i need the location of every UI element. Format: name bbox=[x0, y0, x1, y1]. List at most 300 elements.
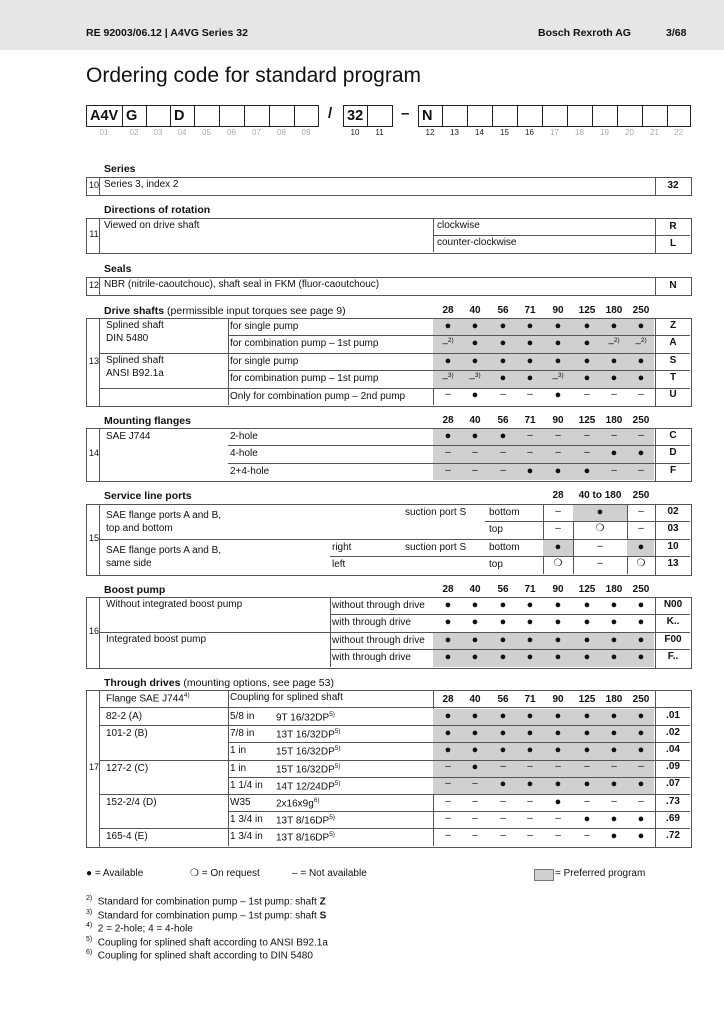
availability-mark: ● bbox=[583, 633, 591, 646]
footnote: $^{5)}$ Coupling for splined shaft according to ANSI B92.1a bbox=[86, 935, 328, 949]
availability-mark: ● bbox=[444, 709, 452, 722]
company-name: Bosch Rexroth AG bbox=[538, 27, 631, 39]
availability-mark: ● bbox=[610, 709, 618, 722]
availability-mark: ● bbox=[637, 778, 645, 791]
code-position-number: 14 bbox=[475, 128, 484, 137]
code-cell bbox=[220, 106, 245, 126]
availability-mark: ● bbox=[554, 337, 562, 350]
size-column-header: 90 bbox=[552, 584, 564, 595]
availability-mark: – bbox=[500, 812, 506, 824]
availability-mark: – bbox=[500, 761, 506, 773]
availability-mark: – bbox=[500, 464, 506, 476]
option-code: A bbox=[669, 337, 677, 349]
code-position-number: 08 bbox=[277, 128, 286, 137]
divider bbox=[655, 429, 656, 481]
availability-mark: ● bbox=[583, 650, 591, 663]
size-column-header: 250 bbox=[632, 415, 650, 426]
size-column-header: 250 bbox=[632, 584, 650, 595]
code-cell bbox=[147, 106, 171, 126]
shaft-standard: DIN 5480 bbox=[106, 333, 149, 344]
code-cell bbox=[295, 106, 319, 126]
flange-option-label: 4-hole bbox=[230, 448, 258, 460]
divider bbox=[655, 178, 656, 195]
code-position-number: 16 bbox=[525, 128, 534, 137]
availability-mark: ● bbox=[444, 744, 452, 756]
availability-mark: – bbox=[584, 830, 590, 841]
rotation-desc: Viewed on drive shaft bbox=[104, 220, 200, 231]
availability-mark: – bbox=[445, 830, 451, 841]
availability-mark: – bbox=[472, 778, 478, 790]
availability-mark: ● bbox=[610, 726, 618, 739]
option-code: F bbox=[669, 464, 677, 476]
row-number: 14 bbox=[88, 448, 99, 458]
port-column-header: 40 to 180 bbox=[578, 490, 622, 501]
availability-mark: – bbox=[445, 812, 451, 824]
page-header bbox=[0, 0, 724, 50]
size-column-header: 28 bbox=[442, 415, 454, 426]
availability-mark: ● bbox=[637, 354, 645, 367]
size-column-header: 28 bbox=[442, 584, 454, 595]
size-column-header: 125 bbox=[578, 305, 596, 316]
port-arrangement: SAE flange ports A and B, bbox=[106, 510, 222, 521]
size-column-header: 40 bbox=[469, 584, 481, 595]
availability-mark: ● bbox=[583, 778, 591, 791]
availability-mark: ● bbox=[583, 354, 591, 367]
availability-mark: ● bbox=[526, 371, 534, 384]
availability-mark: ● bbox=[583, 337, 591, 350]
shaft-type: Splined shaft bbox=[106, 320, 164, 331]
availability-mark: ● bbox=[637, 616, 645, 629]
availability-mark: ● bbox=[583, 371, 591, 384]
size-column-header: 28 bbox=[442, 694, 454, 705]
availability-mark: – bbox=[445, 795, 451, 807]
availability-mark: –$^{2)}$ bbox=[635, 337, 647, 350]
availability-mark: – bbox=[445, 778, 451, 790]
size-column-header: 28 bbox=[442, 305, 454, 316]
row-number: 13 bbox=[88, 355, 99, 366]
section-heading: Series bbox=[104, 163, 136, 175]
page-title: Ordering code for standard program bbox=[86, 64, 422, 87]
availability-mark: – bbox=[638, 761, 644, 773]
flange-option-label: 2+4-hole bbox=[230, 465, 270, 477]
legend-not-available: – = Not available bbox=[292, 868, 367, 879]
availability-mark: ● bbox=[499, 429, 507, 442]
availability-mark: – bbox=[597, 540, 603, 552]
option-code: 02 bbox=[667, 505, 679, 517]
code-cell bbox=[543, 106, 568, 126]
availability-mark: ● bbox=[554, 540, 562, 553]
availability-mark: ● bbox=[471, 616, 479, 629]
size-column-header: 90 bbox=[552, 305, 564, 316]
footnote: $^{3)}$ Standard for combination pump – 1st pump: shaft S bbox=[86, 908, 327, 921]
size-column-header: 71 bbox=[524, 694, 536, 705]
option-code: 03 bbox=[667, 523, 679, 535]
availability-mark: ● bbox=[610, 744, 618, 756]
port-column-header: 250 bbox=[632, 490, 650, 501]
option-code: T bbox=[669, 371, 677, 383]
option-code: 10 bbox=[667, 540, 679, 552]
port-position: bottom bbox=[489, 507, 520, 518]
boost-through-drive-label: without through drive bbox=[332, 634, 425, 646]
row-number: 11 bbox=[89, 229, 99, 239]
availability-mark: – bbox=[527, 830, 533, 841]
boost-through-drive-label: with through drive bbox=[332, 617, 411, 629]
through-drive-flange: 127-2 (C) bbox=[106, 762, 149, 774]
availability-mark: – bbox=[597, 557, 603, 569]
size-column-header: 56 bbox=[497, 305, 509, 316]
size-column-header: 180 bbox=[605, 694, 623, 705]
coupling-size: 1 3/4 in bbox=[230, 814, 263, 826]
footnote: $^{6)}$ Coupling for splined shaft according to DIN 5480 bbox=[86, 949, 313, 962]
availability-mark: ❍ bbox=[636, 557, 646, 569]
availability-mark: ● bbox=[526, 709, 534, 722]
size-column-header: 40 bbox=[469, 415, 481, 426]
availability-mark: ● bbox=[499, 744, 507, 756]
availability-mark: ● bbox=[637, 371, 645, 384]
doc-reference: RE 92003/06.12 | A4VG Series 32 bbox=[86, 27, 248, 39]
availability-mark: ● bbox=[554, 616, 562, 629]
boost-through-drive-label: with through drive bbox=[332, 652, 411, 664]
code-box-options bbox=[418, 105, 691, 127]
availability-mark: – bbox=[638, 523, 644, 535]
code-cell bbox=[568, 106, 593, 126]
availability-mark: ● bbox=[554, 464, 562, 477]
availability-mark: ● bbox=[444, 354, 452, 367]
suction-port-label: suction port S bbox=[405, 507, 467, 518]
divider bbox=[655, 505, 656, 575]
availability-mark: ● bbox=[526, 744, 534, 756]
coupling-spline: 9T 16/32DP$^{5)}$ bbox=[276, 711, 335, 724]
row-divider bbox=[100, 794, 690, 795]
legend-available: ● = Available bbox=[86, 868, 144, 879]
availability-mark: ● bbox=[554, 633, 562, 646]
port-position: bottom bbox=[489, 541, 520, 553]
availability-mark: – bbox=[445, 447, 451, 459]
availability-mark: – bbox=[611, 795, 617, 807]
code-slash: / bbox=[328, 105, 333, 122]
port-arrangement-detail: top and bottom bbox=[106, 523, 173, 534]
option-code: S bbox=[669, 354, 677, 366]
coupling-size: 7/8 in bbox=[230, 728, 255, 740]
availability-mark: ● bbox=[554, 795, 562, 808]
availability-mark: – bbox=[527, 812, 533, 824]
availability-mark: – bbox=[527, 761, 533, 773]
code-cell bbox=[468, 106, 493, 126]
availability-mark: ● bbox=[637, 540, 645, 553]
availability-mark: ● bbox=[471, 744, 479, 756]
availability-mark: ● bbox=[499, 709, 507, 722]
code-dash: – bbox=[401, 105, 410, 122]
availability-mark: ● bbox=[526, 598, 534, 611]
code-cell bbox=[195, 106, 220, 126]
size-column-header: 125 bbox=[578, 415, 596, 426]
row-divider bbox=[100, 707, 690, 708]
code-box-main bbox=[86, 105, 319, 127]
option-code: U bbox=[669, 389, 677, 401]
availability-mark: – bbox=[584, 795, 590, 807]
availability-mark: ● bbox=[610, 778, 618, 791]
availability-mark: – bbox=[555, 830, 561, 841]
availability-mark: ● bbox=[583, 726, 591, 739]
through-drive-flange: 165-4 (E) bbox=[106, 831, 148, 843]
availability-mark: –$^{3)}$ bbox=[469, 371, 481, 385]
code-position-number: 06 bbox=[227, 128, 236, 137]
availability-mark: ● bbox=[610, 812, 618, 825]
code-position-number: 04 bbox=[177, 128, 187, 137]
code-cell bbox=[668, 106, 691, 126]
availability-mark: – bbox=[638, 505, 644, 517]
code-position-number: 01 bbox=[99, 128, 109, 137]
availability-mark: ● bbox=[554, 709, 562, 722]
option-code: K.. bbox=[666, 616, 680, 628]
code-cell bbox=[245, 106, 270, 126]
legend-preferred-swatch bbox=[534, 869, 554, 881]
boost-through-drive-label: without through drive bbox=[332, 600, 425, 611]
code-box-series bbox=[343, 105, 393, 127]
code-cell bbox=[643, 106, 668, 126]
size-column-header: 56 bbox=[497, 694, 509, 705]
row-divider bbox=[433, 235, 690, 236]
port-position: top bbox=[489, 524, 503, 536]
size-column-header: 125 bbox=[578, 694, 596, 705]
availability-mark: ● bbox=[444, 726, 452, 739]
availability-mark: ● bbox=[471, 726, 479, 739]
availability-mark: – bbox=[472, 830, 478, 841]
availability-mark: ● bbox=[471, 709, 479, 722]
option-code: .09 bbox=[666, 761, 680, 773]
coupling-column-header: Coupling for splined shaft bbox=[230, 692, 343, 703]
port-side-left: left bbox=[332, 559, 346, 571]
shaft-standard: ANSI B92.1a bbox=[106, 367, 164, 379]
boost-option: Integrated boost pump bbox=[106, 633, 207, 645]
coupling-spline: 15T 16/32DP$^{5)}$ bbox=[276, 762, 341, 775]
availability-mark: ● bbox=[583, 616, 591, 629]
availability-mark: ● bbox=[610, 354, 618, 367]
availability-mark: ● bbox=[499, 616, 507, 629]
coupling-spline: 15T 16/32DP$^{5)}$ bbox=[276, 745, 341, 758]
code-cell: A4V bbox=[87, 106, 123, 126]
shaft-option-label: for combination pump – 1st pump bbox=[230, 338, 379, 350]
option-code: .72 bbox=[666, 830, 680, 841]
coupling-size: 1 1/4 in bbox=[230, 779, 263, 791]
availability-mark: – bbox=[472, 812, 478, 824]
availability-mark: –$^{3)}$ bbox=[552, 371, 564, 385]
row-divider bbox=[100, 828, 690, 829]
page-number: 3/68 bbox=[666, 27, 687, 39]
availability-mark: – bbox=[584, 761, 590, 773]
availability-mark: ● bbox=[526, 726, 534, 739]
code-position-number: 21 bbox=[650, 128, 659, 137]
availability-mark: ● bbox=[583, 812, 591, 825]
coupling-size: 1 3/4 in bbox=[230, 831, 263, 843]
availability-mark: – bbox=[500, 830, 506, 841]
availability-mark: ● bbox=[499, 598, 507, 611]
code-position-number: 18 bbox=[575, 128, 584, 137]
size-column-header: 40 bbox=[469, 305, 481, 316]
seals-text: NBR (nitrile-caoutchouc), shaft seal in FKM (fluor-caoutchouc) bbox=[104, 279, 380, 290]
size-column-header: 71 bbox=[524, 305, 536, 316]
availability-mark: ● bbox=[471, 598, 479, 611]
size-column-header: 180 bbox=[605, 305, 623, 316]
col-divider bbox=[433, 218, 434, 252]
availability-mark: –$^{2)}$ bbox=[608, 337, 620, 350]
availability-mark: – bbox=[611, 429, 617, 441]
availability-mark: ● bbox=[499, 337, 507, 350]
availability-mark: ● bbox=[444, 616, 452, 629]
size-column-header: 250 bbox=[632, 694, 650, 705]
rotation-counter-clockwise: counter-clockwise bbox=[437, 237, 517, 248]
flange-standard: SAE J744 bbox=[106, 431, 151, 442]
availability-mark: ● bbox=[526, 319, 534, 332]
code-position-number: 22 bbox=[674, 128, 683, 137]
availability-mark: –$^{3)}$ bbox=[442, 371, 454, 385]
coupling-spline: 13T 8/16DP$^{5)}$ bbox=[276, 831, 335, 844]
row-number: 10 bbox=[88, 179, 99, 190]
size-column-header: 125 bbox=[578, 584, 596, 595]
port-side-right: right bbox=[332, 541, 352, 553]
option-code: Z bbox=[669, 319, 677, 331]
availability-mark: ● bbox=[526, 778, 534, 791]
availability-mark: – bbox=[584, 389, 590, 401]
availability-mark: ● bbox=[444, 319, 452, 332]
option-code: F00 bbox=[664, 633, 682, 645]
availability-mark: ● bbox=[471, 337, 479, 350]
availability-mark: ● bbox=[471, 319, 479, 332]
availability-mark: ● bbox=[554, 744, 562, 756]
size-column-header: 71 bbox=[524, 584, 536, 595]
code-position-number: 05 bbox=[202, 128, 211, 137]
size-column-header: 56 bbox=[497, 415, 509, 426]
row-number: 15 bbox=[88, 533, 99, 543]
rotation-clockwise: clockwise bbox=[437, 220, 480, 231]
size-column-header: 180 bbox=[605, 415, 623, 426]
section-heading: Directions of rotation bbox=[104, 204, 211, 216]
size-column-header: 250 bbox=[632, 305, 650, 316]
coupling-spline: 13T 8/16DP$^{5)}$ bbox=[276, 814, 335, 827]
availability-mark: – bbox=[445, 761, 451, 773]
availability-mark: ● bbox=[554, 598, 562, 611]
coupling-spline: 13T 16/32DP$^{5)}$ bbox=[276, 728, 341, 741]
option-code: .69 bbox=[666, 812, 680, 824]
code-cell bbox=[593, 106, 618, 126]
section-heading: Drive shafts (permissible input torques see page 9) bbox=[104, 305, 346, 317]
row-divider bbox=[100, 388, 690, 389]
availability-mark: ● bbox=[444, 429, 452, 442]
availability-mark: – bbox=[555, 429, 561, 441]
availability-mark: ● bbox=[610, 830, 618, 842]
availability-mark: – bbox=[584, 447, 590, 459]
availability-mark: ● bbox=[637, 744, 645, 756]
availability-mark: ● bbox=[499, 726, 507, 739]
shaft-option-label: for single pump bbox=[230, 321, 299, 332]
availability-mark: ● bbox=[610, 650, 618, 663]
size-column-header: 40 bbox=[469, 694, 481, 705]
availability-mark: ● bbox=[526, 633, 534, 646]
availability-mark: ● bbox=[526, 354, 534, 367]
availability-mark: ● bbox=[637, 447, 645, 460]
code-cell bbox=[368, 106, 393, 126]
divider bbox=[655, 219, 656, 253]
availability-mark: ● bbox=[526, 616, 534, 629]
availability-mark: – bbox=[638, 464, 644, 476]
divider bbox=[655, 691, 656, 847]
code-position-number: 13 bbox=[450, 128, 459, 137]
availability-mark: – bbox=[638, 795, 644, 807]
section-heading: Through drives (mounting options, see page 53) bbox=[104, 677, 334, 689]
availability-mark: ● bbox=[637, 650, 645, 663]
row-number: 16 bbox=[88, 626, 99, 636]
availability-mark: ● bbox=[610, 447, 618, 460]
flange-column-header: Flange SAE J744$^{4)}$ bbox=[106, 692, 190, 705]
availability-mark: – bbox=[445, 464, 451, 476]
code-cell bbox=[493, 106, 518, 126]
availability-mark: ● bbox=[610, 633, 618, 646]
availability-mark: ● bbox=[637, 633, 645, 646]
availability-mark: ● bbox=[610, 319, 618, 332]
code-cell bbox=[618, 106, 643, 126]
availability-mark: ● bbox=[499, 354, 507, 367]
option-code: L bbox=[669, 237, 677, 249]
availability-mark: – bbox=[527, 447, 533, 459]
size-column-header: 180 bbox=[605, 584, 623, 595]
series-text: Series 3, index 2 bbox=[104, 179, 179, 190]
option-code: .07 bbox=[666, 778, 680, 790]
port-position: top bbox=[489, 559, 503, 571]
availability-mark: – bbox=[500, 389, 506, 401]
code-position-number: 11 bbox=[375, 128, 384, 137]
availability-mark: ● bbox=[554, 778, 562, 791]
through-drive-flange: 82-2 (A) bbox=[106, 711, 143, 722]
availability-mark: ● bbox=[637, 319, 645, 332]
shaft-option-label: for combination pump – 1st pump bbox=[230, 373, 379, 385]
option-code: D bbox=[669, 447, 677, 459]
availability-mark: ● bbox=[499, 371, 507, 384]
coupling-size: W35 bbox=[230, 797, 251, 808]
option-code: .01 bbox=[666, 709, 680, 721]
code-position-number: 02 bbox=[129, 128, 139, 137]
code-position-number: 09 bbox=[301, 128, 311, 137]
availability-mark: – bbox=[472, 795, 478, 807]
section-heading: Mounting flanges bbox=[104, 415, 191, 427]
availability-mark: ● bbox=[471, 761, 479, 774]
availability-mark: ● bbox=[637, 726, 645, 739]
availability-mark: ● bbox=[554, 354, 562, 367]
availability-mark: ● bbox=[637, 830, 645, 842]
row-number: 12 bbox=[88, 279, 99, 290]
col-divider bbox=[228, 690, 229, 846]
availability-mark: ● bbox=[471, 354, 479, 367]
availability-mark: –$^{2)}$ bbox=[442, 337, 454, 350]
availability-mark: – bbox=[527, 795, 533, 807]
availability-mark: – bbox=[555, 761, 561, 773]
availability-mark: ● bbox=[637, 598, 645, 611]
port-arrangement-detail: same side bbox=[106, 557, 152, 569]
availability-mark: ● bbox=[526, 650, 534, 663]
shaft-option-label: Only for combination pump – 2nd pump bbox=[230, 390, 406, 402]
availability-mark: – bbox=[555, 812, 561, 824]
option-code: .04 bbox=[666, 744, 680, 755]
size-column-header: 90 bbox=[552, 694, 564, 705]
coupling-spline: 14T 12/24DP$^{5)}$ bbox=[276, 779, 341, 793]
availability-mark: – bbox=[611, 761, 617, 773]
option-code: R bbox=[669, 220, 677, 232]
divider bbox=[655, 598, 656, 668]
availability-mark: ● bbox=[583, 598, 591, 611]
boost-option: Without integrated boost pump bbox=[106, 599, 243, 610]
option-code: C bbox=[669, 429, 677, 441]
availability-mark: ● bbox=[526, 337, 534, 350]
code-position-number: 19 bbox=[600, 128, 609, 137]
